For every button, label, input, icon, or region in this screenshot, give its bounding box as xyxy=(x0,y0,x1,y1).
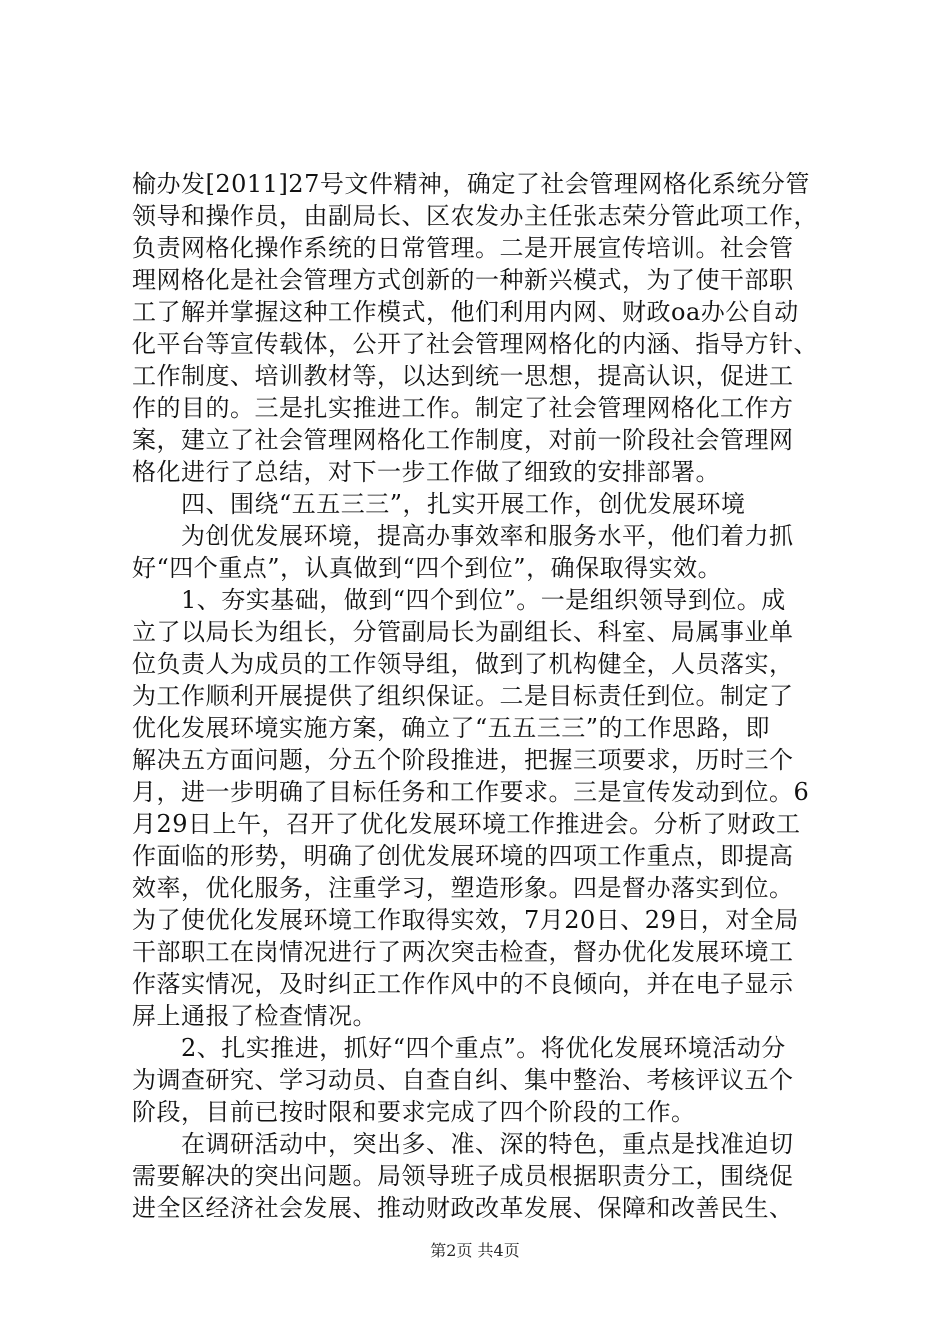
text-line: 理网格化是社会管理方式创新的一种新兴模式，为了使干部职 xyxy=(132,266,794,294)
section-heading: 四、围绕“五五三三”，扎实开展工作，创优发展环境 xyxy=(132,490,746,518)
page-footer xyxy=(0,1238,950,1261)
text-line: 立了以局长为组长，分管副局长为副组长、科室、局属事业单 xyxy=(132,618,794,646)
text-line: 屏上通报了检查情况。 xyxy=(132,1002,377,1030)
text-line: 1、夯实基础，做到“四个到位”。一是组织领导到位。成 xyxy=(132,586,786,614)
text-line: 案，建立了社会管理网格化工作制度，对前一阶段社会管理网 xyxy=(132,426,794,454)
text-line: 解决五方面问题，分五个阶段推进，把握三项要求，历时三个 xyxy=(132,746,794,774)
text-line: 榆办发[2011]27号文件精神，确定了社会管理网格化系统分管 xyxy=(132,170,810,198)
text-line: 效率，优化服务，注重学习，塑造形象。四是督办落实到位。 xyxy=(132,874,794,902)
text-line: 优化发展环境实施方案，确立了“五五三三”的工作思路，即 xyxy=(132,714,771,742)
text-line: 为了使优化发展环境工作取得实效，7月20日、29日，对全局 xyxy=(132,906,799,934)
text-line: 领导和操作员，由副局长、区农发办主任张志荣分管此项工作， xyxy=(132,202,818,230)
text-line: 2、扎实推进，抓好“四个重点”。将优化发展环境活动分 xyxy=(132,1034,786,1062)
text-line: 阶段，目前已按时限和要求完成了四个阶段的工作。 xyxy=(132,1098,696,1126)
text-line: 需要解决的突出问题。局领导班子成员根据职责分工，围绕促 xyxy=(132,1162,794,1190)
text-line: 进全区经济社会发展、推动财政改革发展、保障和改善民生、 xyxy=(132,1194,794,1222)
body-text xyxy=(132,168,832,1224)
text-line: 工作制度、培训教材等，以达到统一思想，提高认识，促进工 xyxy=(132,362,794,390)
text-line: 工了解并掌握这种工作模式，他们利用内网、财政oa办公自动 xyxy=(132,298,799,326)
text-line: 格化进行了总结，对下一步工作做了细致的安排部署。 xyxy=(132,458,720,486)
text-line: 月，进一步明确了目标任务和工作要求。三是宣传发动到位。6 xyxy=(132,778,810,806)
text-line: 作落实情况，及时纠正工作作风中的不良倾向，并在电子显示 xyxy=(132,970,794,998)
text-line: 月29日上午，召开了优化发展环境工作推进会。分析了财政工 xyxy=(132,810,801,838)
text-line: 好“四个重点”，认真做到“四个到位”，确保取得实效。 xyxy=(132,554,723,582)
page-number: 第2页 共4页 xyxy=(430,1241,520,1260)
text-line: 作面临的形势，明确了创优发展环境的四项工作重点，即提高 xyxy=(132,842,794,870)
text-line: 位负责人为成员的工作领导组，做到了机构健全，人员落实， xyxy=(132,650,794,678)
text-line: 为调查研究、学习动员、自查自纠、集中整治、考核评议五个 xyxy=(132,1066,794,1094)
text-line: 负责网格化操作系统的日常管理。二是开展宣传培训。社会管 xyxy=(132,234,794,262)
text-line: 作的目的。三是扎实推进工作。制定了社会管理网格化工作方 xyxy=(132,394,794,422)
text-line: 在调研活动中，突出多、准、深的特色，重点是找准迫切 xyxy=(132,1130,794,1158)
text-line: 化平台等宣传载体，公开了社会管理网格化的内涵、指导方针、 xyxy=(132,330,818,358)
text-line: 干部职工在岗情况进行了两次突击检查，督办优化发展环境工 xyxy=(132,938,794,966)
text-line: 为创优发展环境，提高办事效率和服务水平，他们着力抓 xyxy=(132,522,794,550)
text-line: 为工作顺利开展提供了组织保证。二是目标责任到位。制定了 xyxy=(132,682,794,710)
